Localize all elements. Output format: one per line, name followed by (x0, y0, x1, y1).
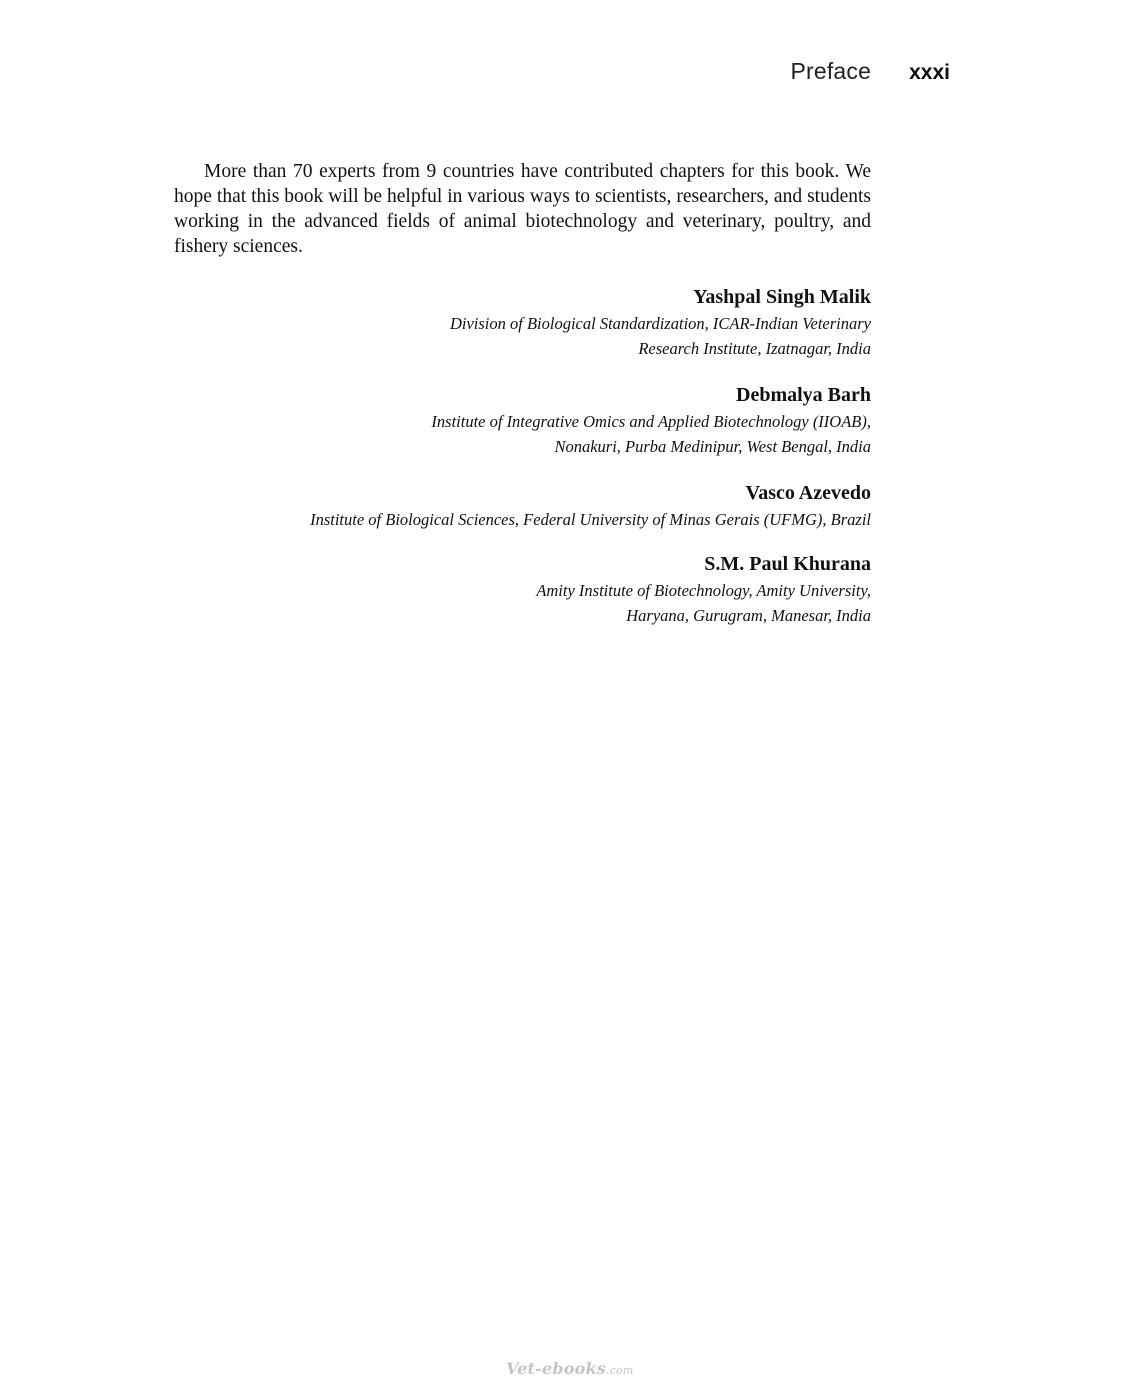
preface-paragraph: More than 70 experts from 9 countries have contributed chapters for this book. We hope that this book will be helpful in various ways to scientists, researchers, and students working in the advanced fields of animal biotechnology and veterinary, poultry, and fishery sciences. (174, 161, 871, 257)
author-affiliation-line: Division of Biological Standardization, ICAR-Indian Veterinary (449, 314, 871, 333)
author-name: Debmalya Barh (736, 384, 871, 406)
author-affiliation-line: Haryana, Gurugram, Manesar, India (626, 606, 871, 625)
author-name: Yashpal Singh Malik (693, 286, 871, 308)
section-title: Preface (790, 58, 872, 84)
author-name: Vasco Azevedo (745, 482, 871, 504)
author-affiliation-line: Research Institute, Izatnagar, India (638, 339, 871, 358)
watermark-logo (506, 1359, 633, 1378)
author-affiliation-line: Nonakuri, Purba Medinipur, West Bengal, India (554, 437, 871, 456)
signature-barh (171, 381, 871, 459)
author-affiliation-line: Institute of Biological Sciences, Federal University of Minas Gerais (UFMG), Brazil (310, 510, 871, 529)
author-affiliation-line: Institute of Integrative Omics and Applied Biotechnology (IIOAB), (431, 412, 871, 431)
signature-block (171, 283, 871, 648)
author-affiliation-line: Amity Institute of Biotechnology, Amity University, (536, 581, 871, 600)
signature-azevedo (171, 479, 871, 532)
author-name: S.M. Paul Khurana (704, 553, 871, 575)
watermark-suffix: .com (605, 1364, 634, 1377)
signature-khurana (171, 550, 871, 628)
watermark-brand: Vet-ebooks (506, 1359, 606, 1378)
running-head (790, 58, 950, 85)
signature-malik (171, 283, 871, 361)
page-number: xxxi (909, 61, 950, 84)
